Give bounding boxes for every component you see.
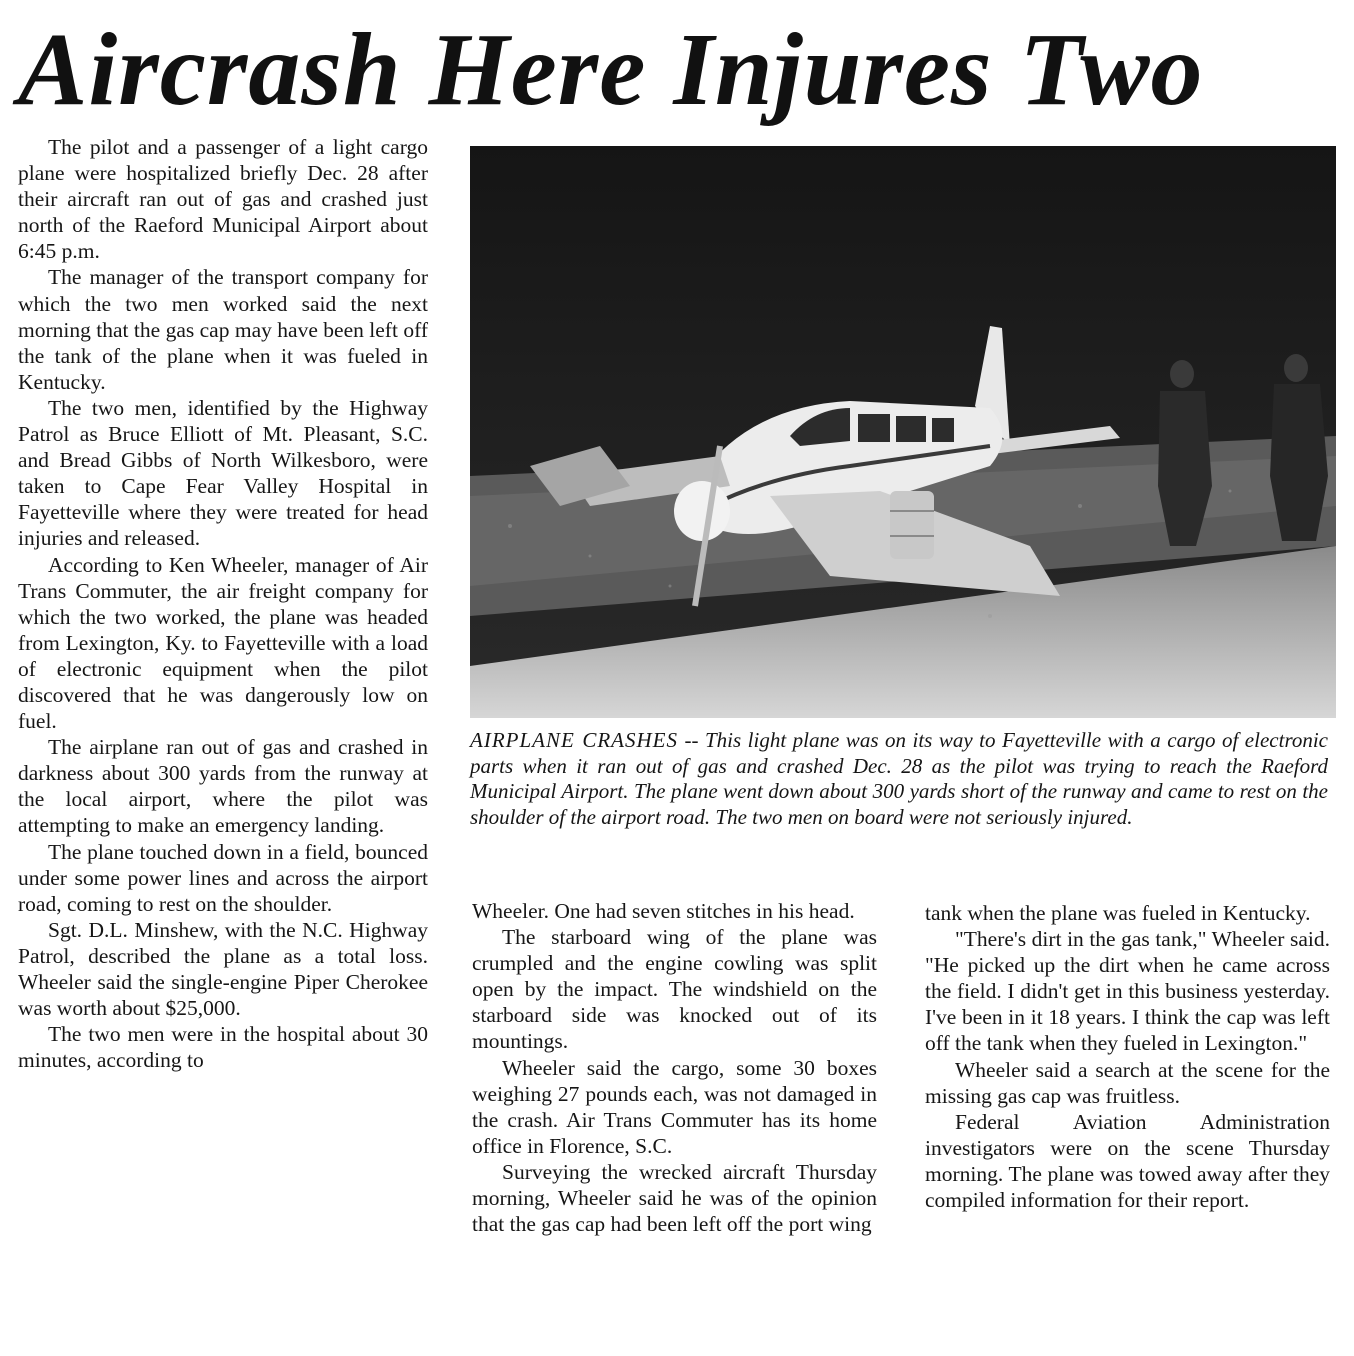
paragraph: The plane touched down in a field, bounced under some power lines and across the airport road, coming to rest on the shoulder. <box>18 839 428 916</box>
article-column-1 <box>18 134 428 1073</box>
paragraph: tank when the plane was fueled in Kentucky. <box>925 901 1311 925</box>
photo-caption <box>470 728 1328 830</box>
paragraph: Federal Aviation Administration investigators were on the scene Thursday morning. The plane was towed away after they compiled information for their report. <box>925 1109 1330 1213</box>
paragraph: Wheeler said the cargo, some 30 boxes weighing 27 pounds each, was not damaged in the crash. Air Trans Commuter has its home office in Florence, S.C. <box>472 1055 877 1158</box>
paragraph: Wheeler said a search at the scene for the missing gas cap was fruitless. <box>925 1057 1330 1108</box>
headline: Aircrash Here Injures Two <box>18 12 1204 127</box>
paragraph: "There's dirt in the gas tank," Wheeler said. "He picked up the dirt when he came across the field. I didn't get in this business yesterday. I've been in it 18 years. I think the cap was left off the tank when they fueled in Lexington." <box>925 927 1330 1056</box>
paragraph: Wheeler. One had seven stitches in his head. <box>472 899 855 923</box>
paragraph: The airplane ran out of gas and crashed in darkness about 300 yards from the runway at the local airport, where the pilot was attempting to make an emergency landing. <box>18 735 428 838</box>
airplane-crash-photo <box>470 146 1336 718</box>
paragraph: The pilot and a passenger of a light cargo plane were hospitalized briefly Dec. 28 after their aircraft ran out of gas and crashed just north of the Raeford Municipal Airport about 6:45 p.m. <box>18 135 428 264</box>
paragraph: The two men were in the hospital about 30 minutes, according to <box>18 1022 428 1073</box>
paragraph: The two men, identified by the Highway Patrol as Bruce Elliott of Mt. Pleasant, S.C. and Bread Gibbs of North Wilkesboro, were taken to Cape Fear Valley Hospital in Fayetteville where they were treated for head injuries and released. <box>18 395 428 551</box>
paragraph: The manager of the transport company for which the two men worked said the next morning that the gas cap may have been left off the tank of the plane when it was fueled in Kentucky. <box>18 265 428 394</box>
article-column-3 <box>925 900 1330 1213</box>
paragraph: Surveying the wrecked aircraft Thursday morning, Wheeler said he was of the opinion that the gas cap had been left off the port wing <box>472 1159 877 1237</box>
article-column-2 <box>472 898 877 1237</box>
airplane-crash-photo-icon <box>470 146 1336 718</box>
paragraph: Sgt. D.L. Minshew, with the N.C. Highway Patrol, described the plane as a total loss. Wheeler said the single-engine Piper Cherokee was worth about $25,000. <box>18 917 428 1021</box>
paragraph: According to Ken Wheeler, manager of Air Trans Commuter, the air freight company for which the two worked, the plane was headed from Lexington, Ky. to Fayetteville with a load of electronic equipment when the pilot discovered that he was dangerously low on fuel. <box>18 552 428 734</box>
caption-kicker: AIRPLANE CRASHES <box>470 728 678 752</box>
paragraph: The starboard wing of the plane was crumpled and the engine cowling was split open by the impact. The windshield on the starboard side was knocked out of its mountings. <box>472 925 877 1054</box>
caption-text: -- This light plane was on its way to Fayetteville with a cargo of electronic parts when it ran out of gas and crashed Dec. 28 as the pilot was trying to reach the Raeford Municipal Airport. The plane went down about 300 yards short of the runway and came to rest on the shoulder of the airport road. The two men on board were not seriously injured. <box>470 728 1328 829</box>
